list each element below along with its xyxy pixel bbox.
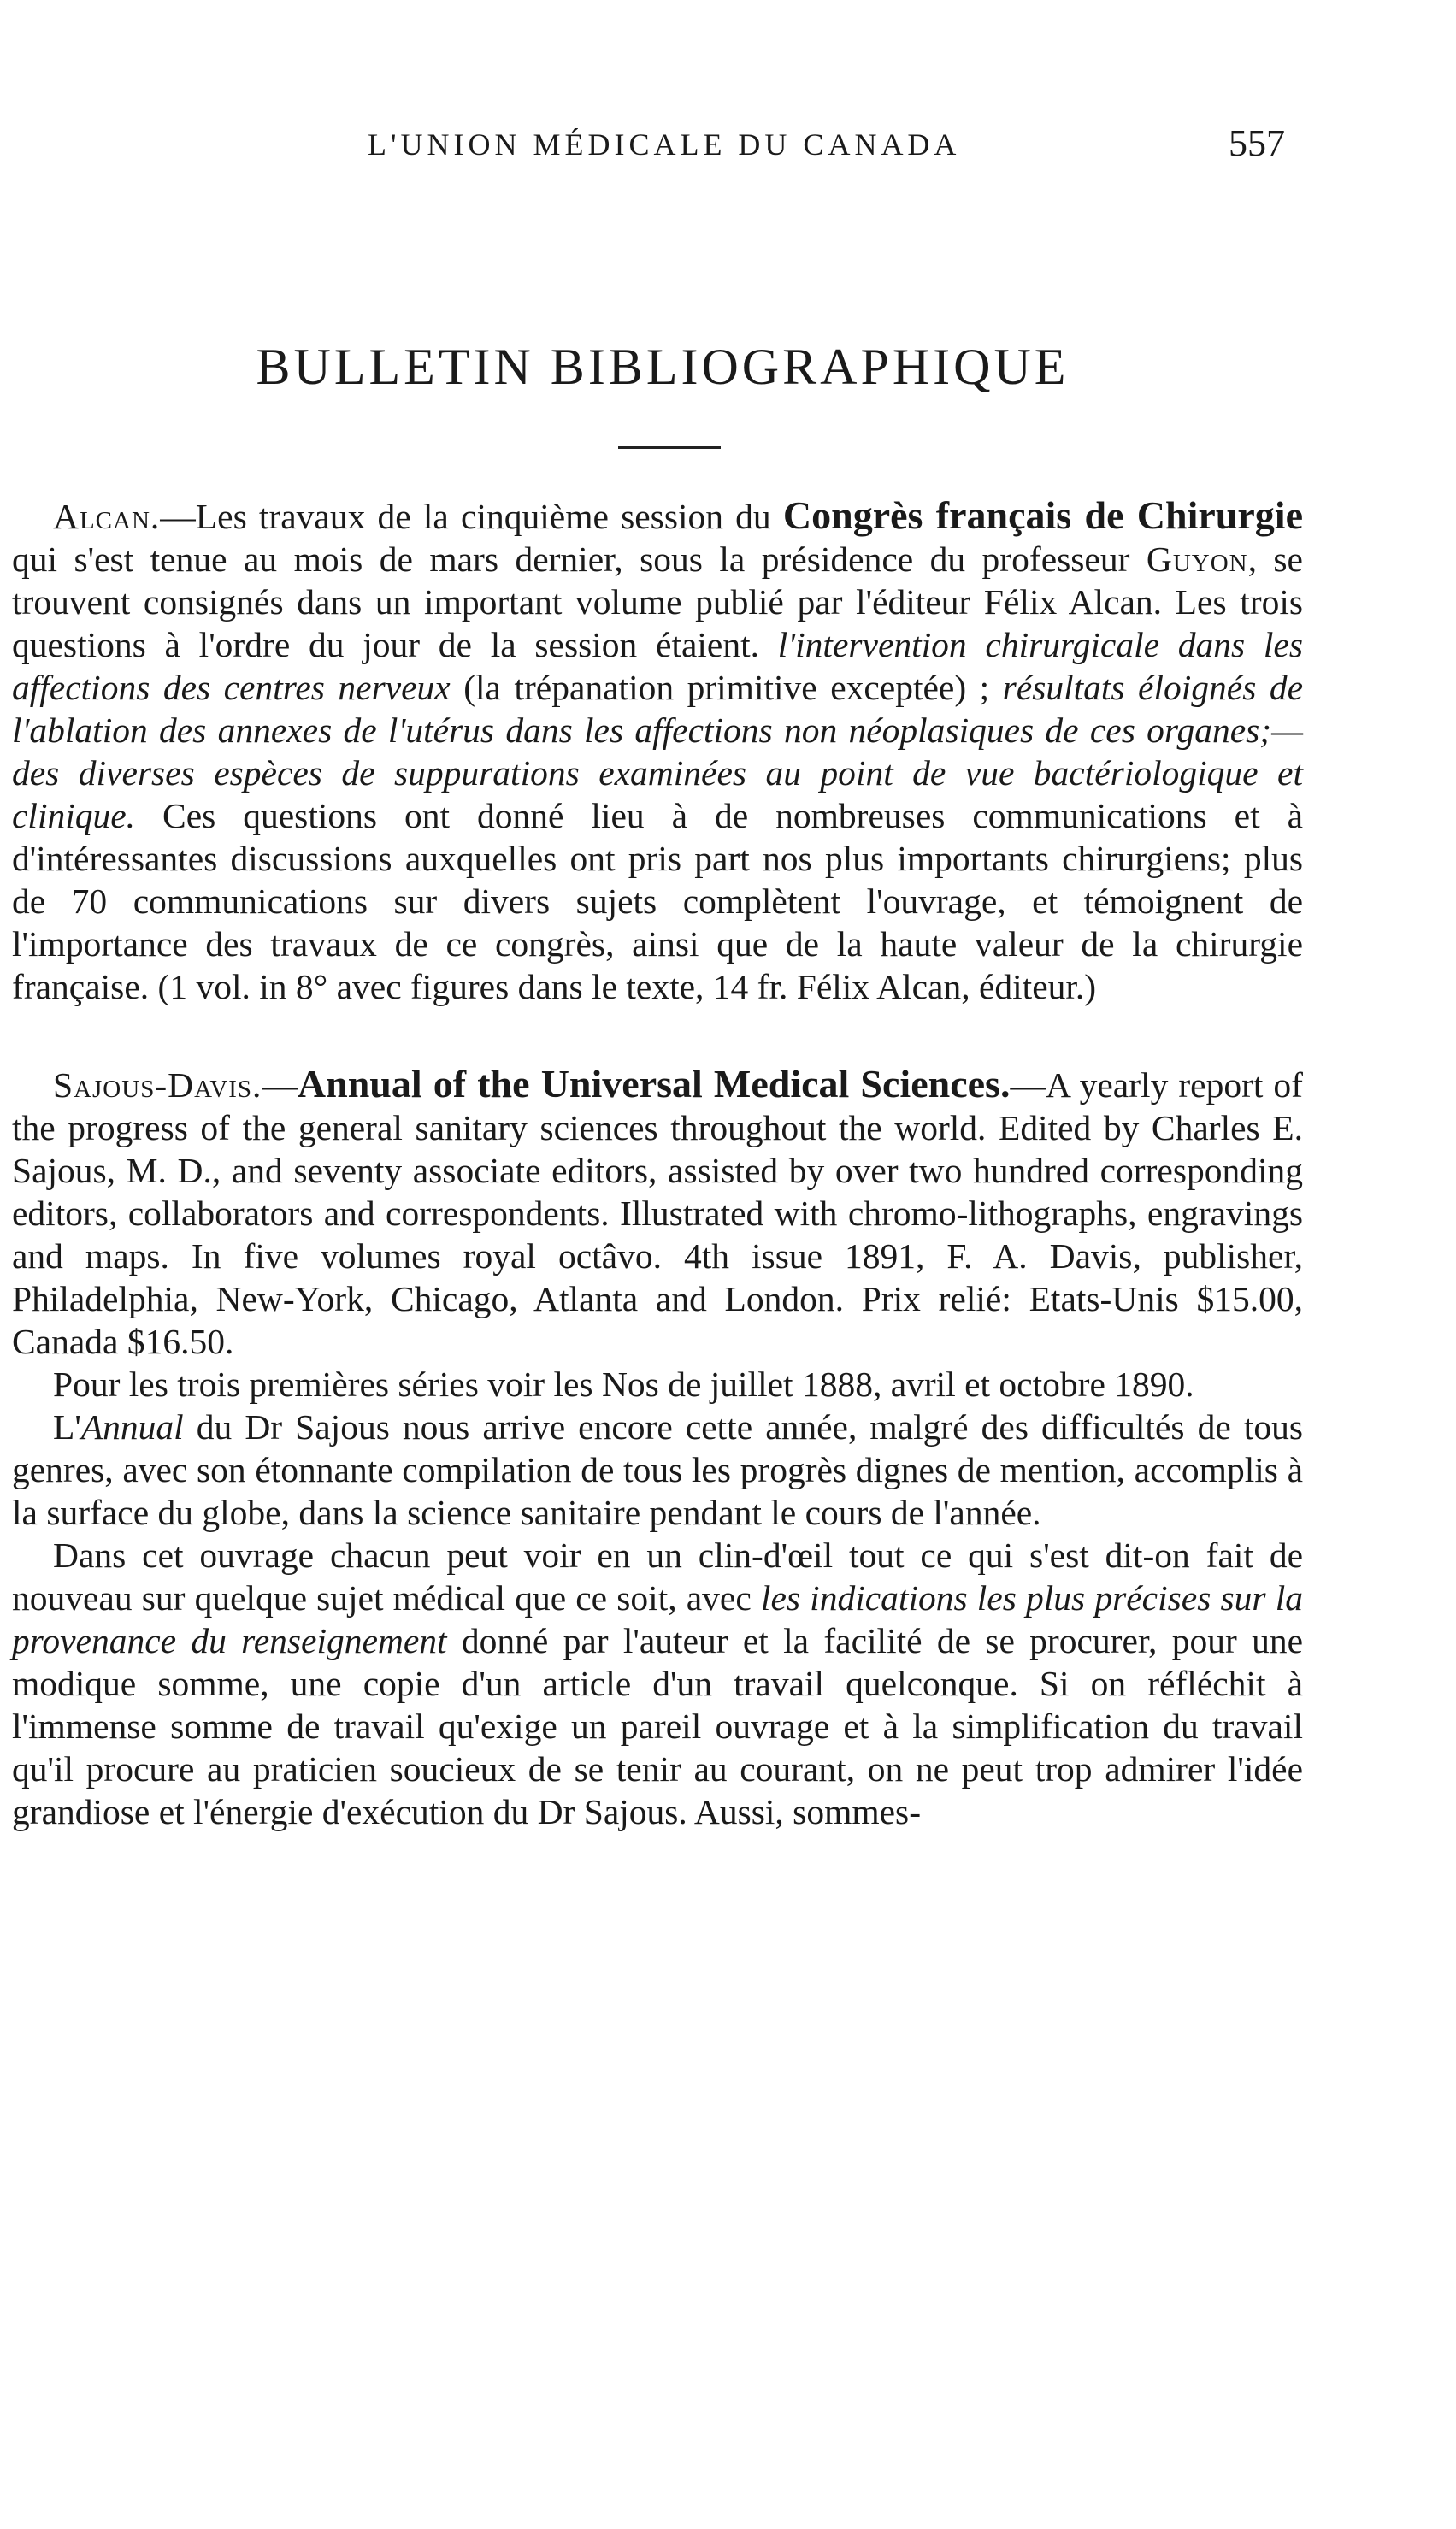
entry-text: Ces questions ont donné lieu à de nombreuses communications et à d'intéressantes discussions auxquelles ont pris part nos plus importants chirurgiens; plus de 70 communications sur divers sujets complètent l'ouvrage, et témoignent de l'importance des travaux de ce congrès, ainsi que de la haute valeur de la chirurgie française. (1 vol. in 8° avec figures dans le texte, 14 fr. Félix Alcan, éditeur.)	[12, 796, 1303, 1006]
entry-author: Sajous-Davis.	[53, 1065, 262, 1105]
entry-book-title: Congrès français de Chirurgie	[782, 493, 1303, 537]
paragraph-series: Pour les trois premières séries voir les Nos de juillet 1888, avril et octobre 1890.	[53, 1365, 1194, 1404]
entry-text: Les travaux de la cinquième session du	[195, 497, 783, 536]
title-rule	[618, 446, 721, 449]
entry-alcan	[12, 494, 1303, 1008]
paragraph-text: L'	[53, 1407, 81, 1447]
paragraph-text: donné par l'auteur et la facilité de se procurer, pour une modique somme, une copie d'un article d'un travail quelconque. Si on réfléchit à l'immense somme de travail qu'exige un pareil ouvrage et à la simplification du travail qu'il procure au praticien soucieux de se tenir au courant, on ne peut trop admirer l'idée grandiose et l'énergie d'exécution du Dr Sajous. Aussi, sommes-	[12, 1621, 1303, 1831]
paragraph-italic: Annual	[80, 1407, 184, 1447]
entry-text: , se trouvent consignés dans un important volume publié par l'éditeur Félix Alcan. Les trois questions à l'ordre du jour de la session étaient.	[12, 539, 1303, 664]
entry-text: qui s'est tenue au mois de mars dernier, sous la présidence du professeur	[12, 539, 1147, 579]
running-title: L'UNION MÉDICALE DU CANADA	[368, 127, 961, 162]
entry-italic: résultats éloignés de l'ablation des annexes de l'utérus dans les affections non néoplasiques de ces organes;—des diverses espèces de suppurations examinées au point de vue bactériologique et clinique.	[12, 668, 1303, 835]
entry-text: —A yearly report of the progress of the general sanitary sciences throughout the world. Edited by Charles E. Sajous, M. D., and seventy associate editors, assisted by over two hundred corresponding editors, collaborators and correspondents. Illustrated with chromo-lithographs, engravings and maps. In five volumes royal octâvo. 4th issue 1891, F. A. Davis, publisher, Philadelphia, New-York, Chicago, Atlanta and London. Prix relié: Etats-Unis $15.00, Canada $16.50.	[12, 1065, 1303, 1361]
paragraph-text: du Dr Sajous nous arrive encore cette année, malgré des difficultés de tous genres, avec son étonnante compilation de tous les progrès dignes de mention, accomplis à la surface du globe, dans la science sanitaire pendant le cours de l'année.	[12, 1407, 1303, 1532]
article-body	[12, 494, 1303, 1833]
paragraph-ouvrage	[12, 1534, 1303, 1833]
paragraph-annual	[12, 1406, 1303, 1534]
entry-author: Alcan.	[53, 497, 161, 536]
entry-text: (la trépanation primitive exceptée) ;	[450, 668, 1003, 707]
entry-dash: —	[262, 1065, 298, 1105]
person-name: Guyon	[1146, 539, 1248, 579]
page-number: 557	[1229, 122, 1285, 164]
entry-sajous-davis	[12, 1063, 1303, 1363]
running-head	[0, 122, 1456, 178]
entry-italic: l'intervention chirurgicale dans les affections des centres nerveux	[12, 625, 1303, 707]
paragraph-text: Dans cet ouvrage chacun peut voir en un clin-d'œil tout ce qui s'est dit-on fait de nouveau sur quelque sujet médical que ce soit, avec	[12, 1536, 1303, 1618]
paragraph-italic: les indications les plus précises sur la provenance du renseignement	[12, 1578, 1303, 1660]
entry-book-title: Annual of the Universal Medical Sciences.	[297, 1062, 1011, 1105]
section-title: BULLETIN BIBLIOGRAPHIQUE	[256, 339, 1070, 395]
entry-dash: —	[160, 497, 196, 536]
